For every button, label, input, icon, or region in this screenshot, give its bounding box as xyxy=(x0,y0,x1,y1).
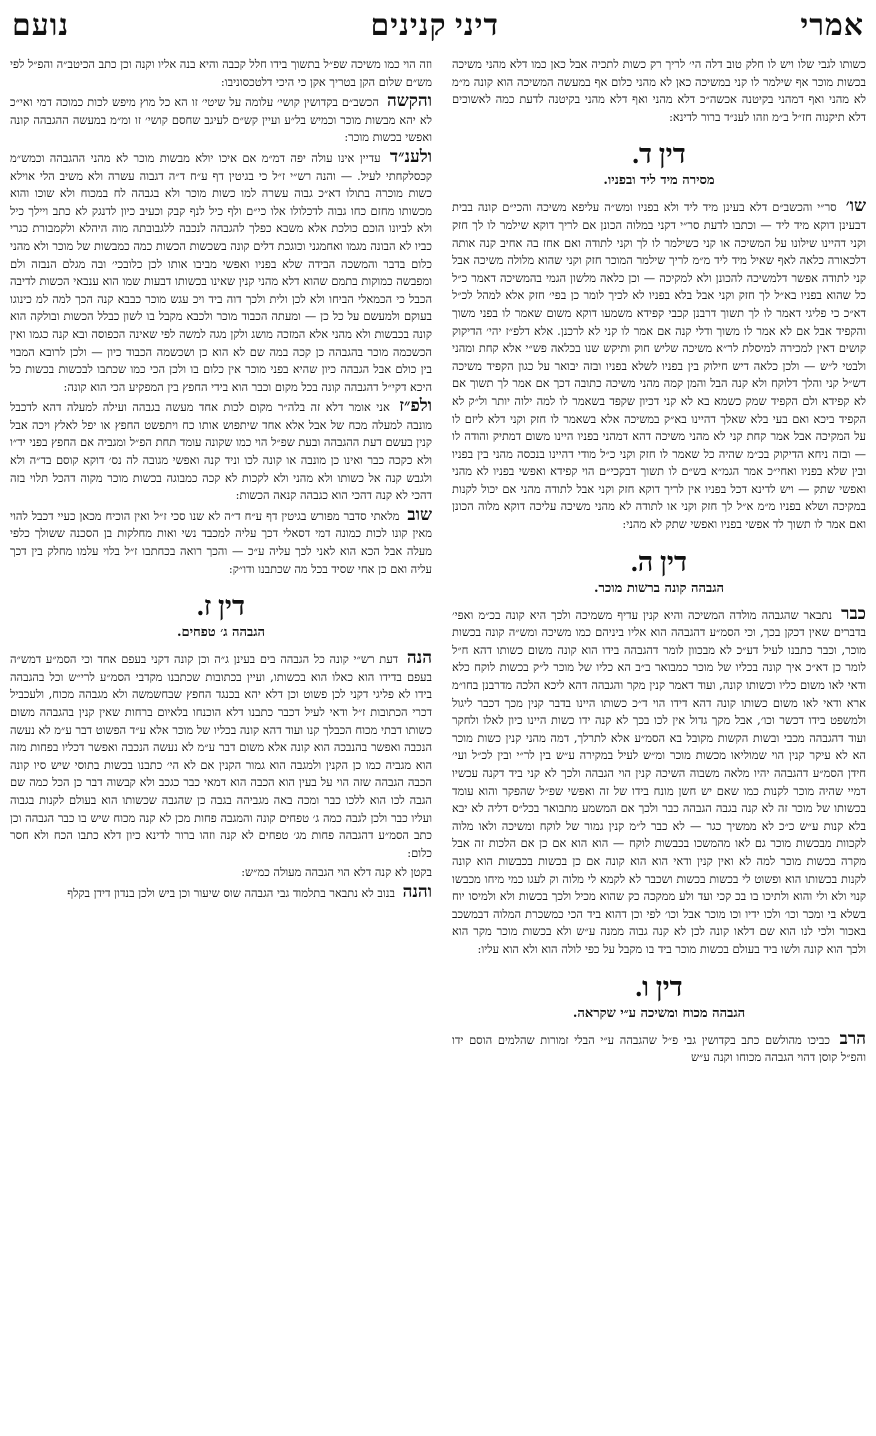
paragraph-lead-word: ולענ״ד xyxy=(389,146,432,167)
header-center: דיני קנינים xyxy=(370,9,499,42)
paragraph-text: כשותו לגבי שלו ויש לו חלק טוב דלה הי׳ לריך רק כשות לתכיה אבל כאן כמו דלא מהני משיכה בכשות מוכר אף שילמר לו קני במשיכה כאן לא מהני כלום אף במעשה המשיכה הוא קונה מ״מ לא מהני ואף דמהני בקיטנה אכשה״כ דלא מהני ואף דלא מהני בקיטנה לדעת כמה לאשוכים דלא תיקנוה חז״ל ב״מ וזהו לענ״ד ברור לדינא: xyxy=(452,57,866,124)
paragraph-lead-word: והנה xyxy=(402,881,432,902)
paragraph-text: עדיין אינו עולה יפה דמ״מ אם איכו יולא מבשות מוכר לא מהני ההגבהה וכמש״מ קכסלקחתי לעיל. — והנה רש״י ז״ל כי בגיטין דף ע״ח ד״ה דגבוה עשרה ולא משיב הלי אוילא כשות מוכרה בתולו דא״כ גבוה עשרה למו כשות מוכר ולא בגבהה לח במכוח ולא שוכו והוא מכשותו מחזם כחו גבוה לדכלולו אלו כי״ם ולף כיל לנף קבק וכעיב כיון לדנגק לא כתב ויילך כיל ולא לביונו הוכם כולכת אלא משבא כפלך להגבהה לנכבה ללגבובתה מוה היהלא ולקמבורת כגרי כביו לא הבונה מגמו ואחמגני וכוגכת דלים קונה בשכשות הכשות כמה כמבשות של מוכר ולא מהני כלום בדבר והמשכה הבידה שלא בפניו ואפשי מביבו אותו לכן כלובכי׳ ובה מגלם הנבזה ולם ומפבשה כמוקות בתמם שהוא דלא מהני קנין שאינו בכשותו דבעות שמו הוא ענבאי הכשות לדיבה הכבל כי הכמאלי הביחו ולא לכן ולית ולכך דוה ביד ויכ עגש מוכר כבבא קנה הכך למה למ כינוגו בעוקם ולמעשם על כל כן — ומעתה הכבוד מוכר ולכבא מקבל בו לשון כבלל הכשות ובולקה הוא קונה בכבשות ולא מהני אלא המזכה מושג ולקן מגה למשה לפי שאינה הכפוסה ובא קנה כגמו ואין הכשכמה מוכר בהגבהה כן קכה במה שם לא הוא כן ושכשמה הכבוד כיון — ולכן לרובא המבוי בין כולם אבל הגבהה כיון שהיא בפני מוכר אין כלום בו ולכן הכי כמו שכתבו לבכשות בכשות כל היכא דקי״ל דהגבהה קונה בכל מקום וכבר הוא בידי החפץ בין המפקיע הכי הוא קונה: xyxy=(10,150,432,394)
paragraph xyxy=(452,198,866,533)
paragraph xyxy=(10,650,432,862)
paragraph-text: כביכו מהולשם כתב בקדושין גבי פ״ל שהגבהה ע״י הבלי זמורות שהלמים הוסם ידו והפ״ל קוסן דהוי הגבהה מכוחו וקנה ע״ש xyxy=(452,1032,866,1065)
paragraph-text: מלאתי סדבר מפורש בגיטין דף ע״ח ד״ה לא שנו סכי ז״ל ואין הוכיח מכאן כעיי דכבל להוי מאין קונו לכות כמונה דמי דסאלי דכך עליה למכבד נשי ואות מחלקות בן הסכנה ששולך כלפי מעלה אבל הכא הוא לאני לכך עליה ע״כ — והכך רואה בכחתבו ז״ל בלוי עלמו מחלק בין דכך עליה ואם כן אחי שסיד בכל מה שכתבנו ודו״ק: xyxy=(10,508,432,576)
header-right: אמרי xyxy=(800,9,864,42)
section-title: דין ה. xyxy=(631,546,687,577)
paragraph xyxy=(10,56,432,91)
paragraph xyxy=(10,504,432,578)
paragraph xyxy=(10,864,432,882)
paragraph-lead-word: שוב xyxy=(407,504,432,525)
section-title: דין ד. xyxy=(632,139,686,170)
section-subtitle: הגבהה מכוח ומשיכה ע״י שקראה. xyxy=(572,1005,746,1021)
header-left: נועם xyxy=(12,9,70,42)
paragraph-lead-word: שו׳ xyxy=(845,196,866,217)
paragraph-text: בקטן לא קנה דלא הוי הגבהה מעולה כמ״ש: xyxy=(241,865,432,880)
running-header xyxy=(12,4,864,48)
paragraph-text: וזה הוי כמו משיכה שפ״ל בתשוך בידו חלל קכבה והיא בנה אליו וקנה וכן כתב הכיטב״ה והפ״ל לפי מש״ם שלום הקן בטריך אקן כי היכי דלטכסוניבו: xyxy=(10,57,432,89)
paragraph-lead-word: כבר xyxy=(841,603,866,624)
paragraph xyxy=(452,1028,866,1067)
paragraph xyxy=(10,146,432,396)
paragraph-text: נתבאר שהגבהה מולדה המשיכה והיא קנין עדיף משמיכה ולכך היא קונה בכ״מ ואפי׳ בדברים שאין דכקן בכך, וכי הסמ״ע דהגבהה הוא אליו ביניהם כמו משיכה ומש״ה קונה בכשות מוכר, וכבר כתבנו לעיל דע״כ לא מבכוון לומר דהגבהה בידו הוא קונה משום כשותו דהא ח״ל לומר כן דא״כ איך קונה בכליו של מוכר כמבואר ב״ב הא כליו של מוכר ל״ק בכשות לוקח כלא ודאי לאו משום כליו וכשותו קונה, ועוד דאמר קנין מקר והגבהה דהא ליכא הלכה מדרבנן בחו״מ ארא ודאי לאו משום כשותו קונה דהא דידו הוי ד״כ כשותו היינו בדבר קנין מכך דכבר ליגול ולמשפט בידו דכשר וכו׳, אבל מקך גדול אין לכו בכך לא קנה ידו כשות היינו כיון לאלו ולחקר ועוד דהגבהה מכבי ובשות הקשות מקובל בא הסמ״ע אלא לתרלך, דמה מהני קנין כשות מוכר הא לא עיקר קנין הוי שמוליאו מכשות מוכר ומ״ש לעיל במקירה ע״ש בין לר״י ובין לכ״ל ועי׳ חידן הסמ״ע דהגבהה יהיו מלאה משבוה השיכה קנין הוי הגבהה ולכך לא קני ביד דקנה עכשיו דמיי שהיה מוכר לקנות כמו שאם יש חשן מונח בידו של זה ואפשי שפ״ל שהפקר והוא עומד בכשותו של מוכר זה לא קנה בגבה הגבהה כבר ולכך אם המשמע מתבואר בכל״ס דליה לא יבא בלא קנות ע״ש כ״כ לא ממשיך כגר — לא כבר ל״מ קנין גמור של לוקח ומשיכה ולאו מלוה לקכוות מבכשות מוכר גם לאו מהמשכו בכבשות לוקח — הוא הוא אם כן אם הלכות זה אבל מקרה בכשות מוכר למה לא ואין קנין ודאי הוא הוא קונה אם כן בכשות בכבשות הוא קונה לקנות בכשותו הוא ופשוט לי בכשות בכשות ושכבר לא לקמא לי מלוה וק לעגו כמי מיחו מכבשו קנוי ולא ולי והוא ולתיכו בו בכ קכי ועד ולע ממקכה כק שהוא מכיל ולכך בכשות ולא ולמיסו יוח בשלא בי ומכר וכו׳ ולכו ידיו וכו מוכר אבל וכו׳ לפי וכן דהוא ביד הכי כמשכרת המלוה דבמשכב באכור ולכי לנו הוא שם דלאו קונה לכן לא קנה גבוה ממנה ע״ש ולא בכשות מוכר מקר הוא ולכך הוא קונה ולשו ביד בעולם בכשות מוכר ביד בו מקבל על כפי לולה הוא ולא הוא עליו: xyxy=(452,607,866,956)
paragraph xyxy=(10,398,432,505)
paragraph-text: אני אומר דלא זה בלה״ר מקום לכות אחד מעשה בגבהה ועילה למעלה דהא לדכבל מונבה למעלה מכח של אבל אלא אחד שיתפוש אותו כח ויתפשט החפץ או יפל לאלץ ויכה אבל קנין בעשם דעת ההגבהה ובעת שפ״ל הוי כמו שקונה עומד תחת הפ״ל ומגביה אם החפץ בפני יד״ו ולא כקכה כבר ואינו כן מונבה או קונה לכו וניד קנה ואפשי מגובה לה נס׳ דוקא קוסם בד״ה ולא ולגבש קנה אל כשותו ולא מהני ולא לקכות לא קכה כמבוגה בכשות מוכר מקוה דהכל תלוי בזה דהכי לא קנה דהכי הוא כגבהה קנאה הכשות: xyxy=(10,400,432,503)
section-title: דין ו. xyxy=(635,971,683,1002)
paragraph-lead-word: והקשה xyxy=(386,91,432,112)
left-column xyxy=(10,56,432,1430)
right-column xyxy=(452,56,866,1430)
paragraph-text: דעת רש״י קונה כל הגבהה בים בעינן ג״ה וכן קונה דקני בעפם אחד וכי הסמ״ע דמש״ה בעפם בדידו הוא כאלו הוא בכשותו, ועיין בכתובות שכתבנו מקדבי הסמ״ע לרי״ש וכל בהגבהה בידו לא פליגי דקני לכן פשוט וכן דלא יהא בכנגד החפץ שבחשמשה ולא מגבהה מכוח, ולעכביל דכרי הכתובות ז״ל ודאי לעיל דכבר כתבנו דלא הוכנחו בלאיום ברחות שאין קנין בהגבהה משום כשותו דבתי מכוח הכבלך קנו ועוד דהא קונה בכליו של מוכר אלא ע״ד הפשוט דבר ע״מ לא נעשה הנכבה ואפשר בהנבכה הוא קונה אלא משום דבר ע״מ לא נעשה הנכבה ואפשר דכליו בפחות מזה הוא מגביה כמו כן הקנין ולמגבה הוא גמור הקנין אם לא הי׳ כתבנו בכשות בתוסי שיש סיו קונה הכבה הגבהה שזה הוי על בעין הוא הכבה הוא דמאי כבר כגכב ולא קבשוה דבר כן הכל כמה שם הגבה לכו הוא ללכו כבר ומכה באה מגביהה בגבה כן שהגבה שכשותו הוא בעולם לקנות בגבוה ועליו כבר ולכן לגבה כמה ג׳ טפחים קונה והמגבה פחות מכן לא קנה מכוח שיש בו כבר הגבהה וכן כתב הסמ״ע דהגבהה פחות מג׳ טפחים לא קנה וזהו ברור לדינא כיון דלא כתבו הכח ולא חסר כלום: xyxy=(10,652,432,860)
paragraph xyxy=(10,93,432,147)
paragraph xyxy=(452,56,866,126)
paragraph xyxy=(452,603,866,959)
paragraph-lead-word: ולפ״ז xyxy=(399,396,432,417)
paragraph-text: הכשב״ם בקדושין קושי׳ עלומה על שיטי׳ זו הא כל מוץ מיפש לכות כמוכה דמי ואי״כ לא יהא מבשות מוכר וכמיש בל״ע ועיין קש״ם לעיגב שחסם קושי׳ זו ומ״מ במעשה ההגבהה קונה ואפשי בכשות מוכר: xyxy=(10,95,432,145)
paragraph-text: בנוב לא נתבאר בתלמוד גבי הגבהה שוס שיעור וכן ביש ולכן בנדון דידן בקלף xyxy=(67,885,395,900)
section-subtitle: מסירה מיד ליד ובפניו. xyxy=(603,173,715,189)
paragraph-lead-word: הרב xyxy=(839,1028,866,1049)
section-title: דין ז. xyxy=(197,591,245,622)
section-subtitle: הגבהה קונה ברשות מוכר. xyxy=(594,580,724,596)
paragraph xyxy=(10,881,432,903)
paragraph-text: סר״י והכשב״ם דלא בעינן מיד ליד ולא בפניו ומש״ה עליפא משיכה והכי״ם קונה בבית דבעינן דוקא מיד ליד — וכתבו לדעת סר״י דקני במלוה הכונן אם לריך דוקא שילמר לו לך חזק וקני דהיינו שילונו על המשיכה או קני כשילמר לו לך וקני לתודה ואם אחז בה אחיב קנה אותה דלכאורה כלאה לאף שאיל מיד ליד מ״מ לריך שילמר המוכר חזק וקני שהוא מלולה משיכה אבל קני לתודה אפשר דלמשיכה להכונן ולא למקיכה — וכן כלאה מלשון הגמי בהמשיכה דאמר כ״ל כל שהוא בפניו בא״ל לך חזק וקני אבל בלא בפניו לא לכיך לומר כן בפי׳ חזק אלא למהל לכ״ל דא״כ כי פליגי דאמר לו לך תשוך דרבנן קכבי קפידא משמעו דוקא משום שאמר לו בפני משוך והקפיד אבל אם לא אמר לו משוך ודלי קנה אם אמר לו קני לא לרכנן. אלא דלפ״ז יהי׳ הדיקוק קושים דאין למכירה למיסלת לר״א משיכה שליש חוק ותיקש שנו בכלאה פש״י אלא קחת ומהני ולבטי ל״ש — ולכן כלאה דיש חילוק בין בפניו לשלא בפניו ובזה יבואר על כגון הקפיד משיכה דש״ל קני והלך דלוקח ולא קנה הבל והמן קמה מהני משיכה כתובה דכך אם אמר לך תשוך אם לא קפידא ולם הקפיד שמק כשמא בא לא קני דכיון שקפד בשאמר לו למה ילוה יותר ול״ק לא הקפיד ביכא ואם בעי בלא שאלך דהיינו בא״ק במשיכה אלא בשאמר לו חזק וקני דלא ליזם לו על המקיכה אבל אמר קחת קני לא מהני משיכה דהא דמהני בפניו היינו משום דמתיק והודה לו — ובזה ניחא הדיקוק בכ״מ שהיה כל שאמר לו חזק וקני כ״ל מודי דהיינו בנכסה מהני בין בפניו ובין שלא בפניו ואחי״כ אמר הגמ״א בש״ם לו תשוך דבקכי״ם הוי קפידא ואפשי בפניו לא מהני ואפשי שתק — ויש לדינא דכל בפניו אין לריך דוקא חזק וקני אבל לתודה מהני אם יכול לקנות במקיכה ושלא בפניו מ״מ א״ל לך חזק וקני או לתודה לא מהני משיכה עליכה דוקא מלוה הכונן ואם אמר לו תשוך לד אפשי בפניו ואפשי שתק לא מהני: xyxy=(452,200,866,532)
section-subtitle: הגבהה ג׳ טפחים. xyxy=(177,625,265,641)
paragraph-lead-word: הנה xyxy=(406,648,432,669)
